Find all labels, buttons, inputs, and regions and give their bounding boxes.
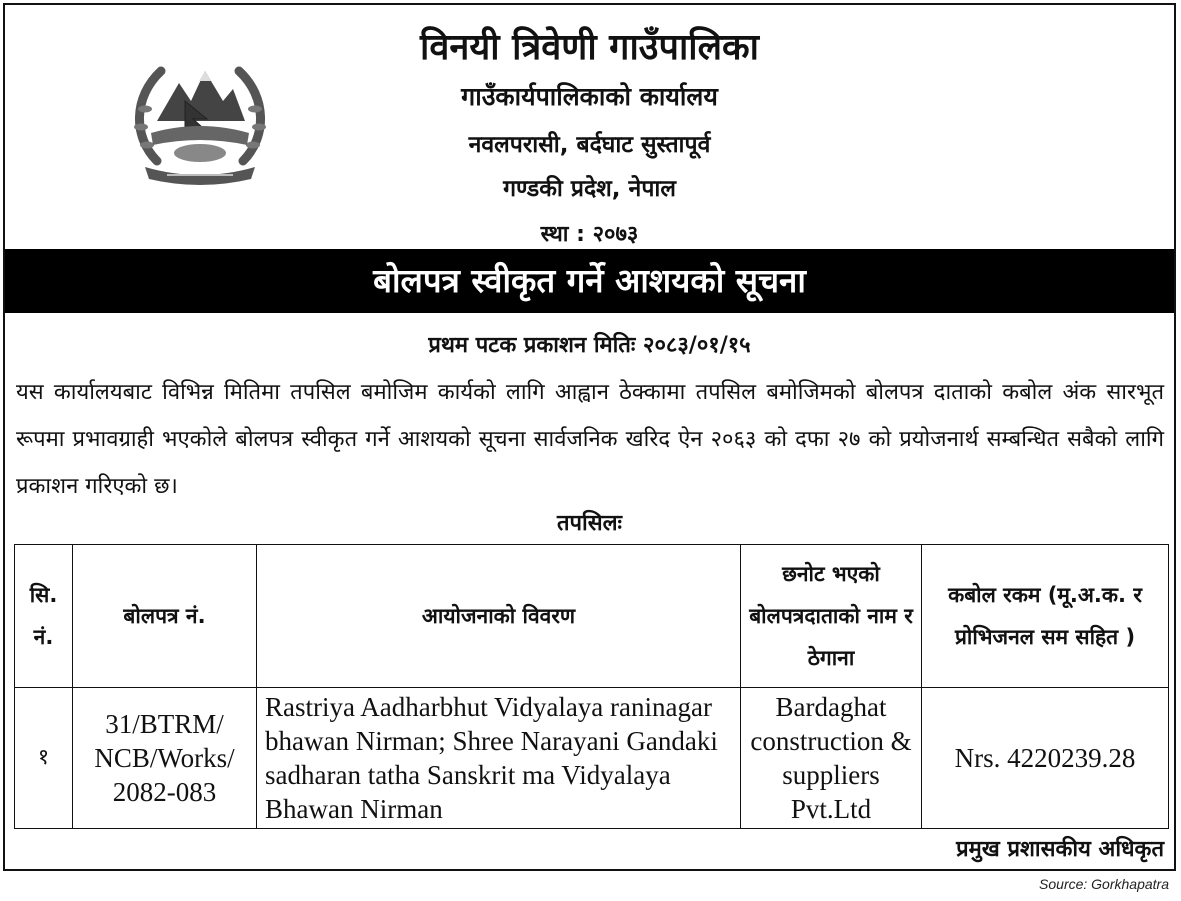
header-selected-bidder: छनोट भएको बोलपत्रदाताको नाम र ठेगाना <box>741 545 922 688</box>
office-name: गाउँकार्यपालिकाको कार्यालय <box>461 82 718 111</box>
table-header-row <box>15 545 1169 688</box>
tender-table <box>14 544 1169 829</box>
row-serial: १ <box>15 688 73 829</box>
office-address: नवलपरासी, बर्दघाट सुस्तापूर्व <box>468 132 711 158</box>
notice-title: बोलपत्र स्वीकृत गर्ने आशयको सूचना <box>5 249 1174 313</box>
header-bid-number: बोलपत्र नं. <box>73 545 257 688</box>
row-bid-number: 31/BTRM/ NCB/Works/ 2082-083 <box>73 688 257 829</box>
publication-date: प्रथम पटक प्रकाशन मितिः २०८३/०१/१५ <box>428 333 751 358</box>
schedule-label: तपसिलः <box>557 511 622 536</box>
municipality-name: विनयी त्रिवेणी गाउँपालिका <box>420 27 759 68</box>
source-credit: Source: Gorkhapatra <box>1039 876 1169 892</box>
header-project-description: आयोजनाको विवरण <box>257 545 741 688</box>
signatory: प्रमुख प्रशासकीय अधिकृत <box>956 837 1164 862</box>
table-row <box>15 688 1169 829</box>
header-bid-amount: कबोल रकम (मू.अ.क. र प्रोभिजनल सम सहित ) <box>922 545 1169 688</box>
notice-frame <box>3 3 1176 871</box>
established-year: स्था : २०७३ <box>540 222 639 247</box>
nepal-emblem-icon <box>127 49 273 189</box>
province-country: गण्डकी प्रदेश, नेपाल <box>503 176 676 202</box>
row-project-description: Rastriya Aadharbhut Vidyalaya raninagar bhawan Nirman; Shree Narayani Gandaki sadharan tatha Sanskrit ma Vidyalaya Bhawan Nirman <box>257 688 741 829</box>
notice-body: यस कार्यालयबाट विभिन्न मितिमा तपसिल बमोजिम कार्यको लागि आह्वान ठेक्कामा तपसिल बमोजिमको बोलपत्र दाताको कबोल अंक सारभूत रूपमा प्रभावग्राही भएकोले बोलपत्र स्वीकृत गर्ने आशयको सूचना सार्वजनिक खरिद ऐन २०६३ को दफा २७ को प्रयोजनार्थ सम्बन्धित सबैको लागि प्रकाशन गरिएको छ। <box>16 380 1165 499</box>
row-bid-amount: Nrs. 4220239.28 <box>922 688 1169 829</box>
header-serial: सि. नं. <box>15 545 73 688</box>
row-selected-bidder: Bardaghat construction & suppliers Pvt.Ltd <box>741 688 922 829</box>
